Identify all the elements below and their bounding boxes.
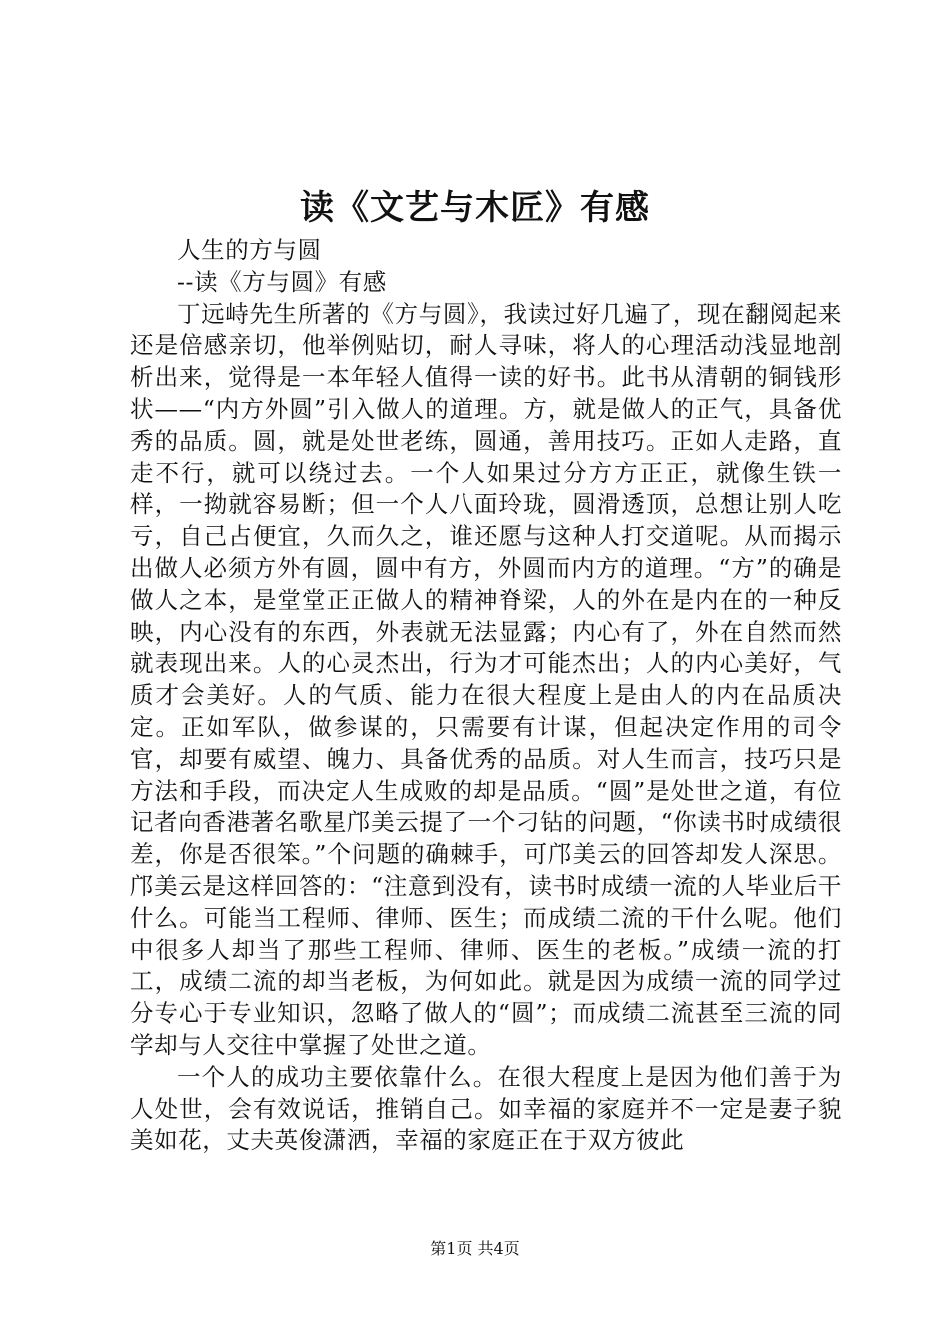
- paragraph-2: 一个人的成功主要依靠什么。在很大程度上是因为他们善于为人处世，会有效说话，推销自己。如幸福的家庭并不一定是妻子貌美如花，丈夫英俊潇洒，幸福的家庭正在于双方彼此: [130, 1062, 842, 1155]
- byline: --读《方与圆》有感: [177, 267, 387, 296]
- page-footer: 第1页 共4页: [430, 1239, 520, 1258]
- subtitle: 人生的方与圆: [177, 236, 322, 264]
- paragraph-1: 丁远峙先生所著的《方与圆》，我读过好几遍了，现在翻阅起来还是倍感亲切，他举例贴切，耐人寻味，将人的心理活动浅显地剖析出来，觉得是一本年轻人值得一读的好书。此书从清朝的铜钱形状——“内方外圆”引入做人的道理。方，就是做人的正气，具备优秀的品质。圆，就是处世老练，圆通，善用技巧。正如人走路，直走不行，就可以绕过去。一个人如果过分方方正正，就像生铁一样，一拗就容易断；但一个人八面玲珑，圆滑透顶，总想让别人吃亏，自己占便宜，久而久之，谁还愿与这种人打交道呢。从而揭示出做人必须方外有圆，圆中有方，外圆而内方的道理。“方”的确是做人之本，是堂堂正正做人的精神脊梁，人的外在是内在的一种反映，内心没有的东西，外表就无法显露；内心有了，外在自然而然就表现出来。人的心灵杰出，行为才可能杰出；人的内心美好，气质才会美好。人的气质、能力在很大程度上是由人的内在品质决定。正如军队，做参谋的，只需要有计谋，但起决定作用的司令官，却要有威望、魄力、具备优秀的品质。对人生而言，技巧只是方法和手段，而决定人生成败的却是品质。“圆”是处世之道，有位记者向香港著名歌星邝美云提了一个刁钻的问题，“你读书时成绩很差，你是否很笨。”个问题的确棘手，可邝美云的回答却发人深思。邝美云是这样回答的：“注意到没有，读书时成绩一流的人毕业后干什么。可能当工程师、律师、医生；而成绩二流的干什么呢。他们中很多人却当了那些工程师、律师、医生的老板。”成绩一流的打工，成绩二流的却当老板，为何如此。就是因为成绩一流的同学过分专心于专业知识，忽略了做人的“圆”；而成绩二流甚至三流的同学却与人交往中掌握了处世之道。: [130, 299, 842, 1059]
- document-title: 读《文艺与木匠》有感: [300, 188, 650, 228]
- document-body: [130, 235, 842, 1157]
